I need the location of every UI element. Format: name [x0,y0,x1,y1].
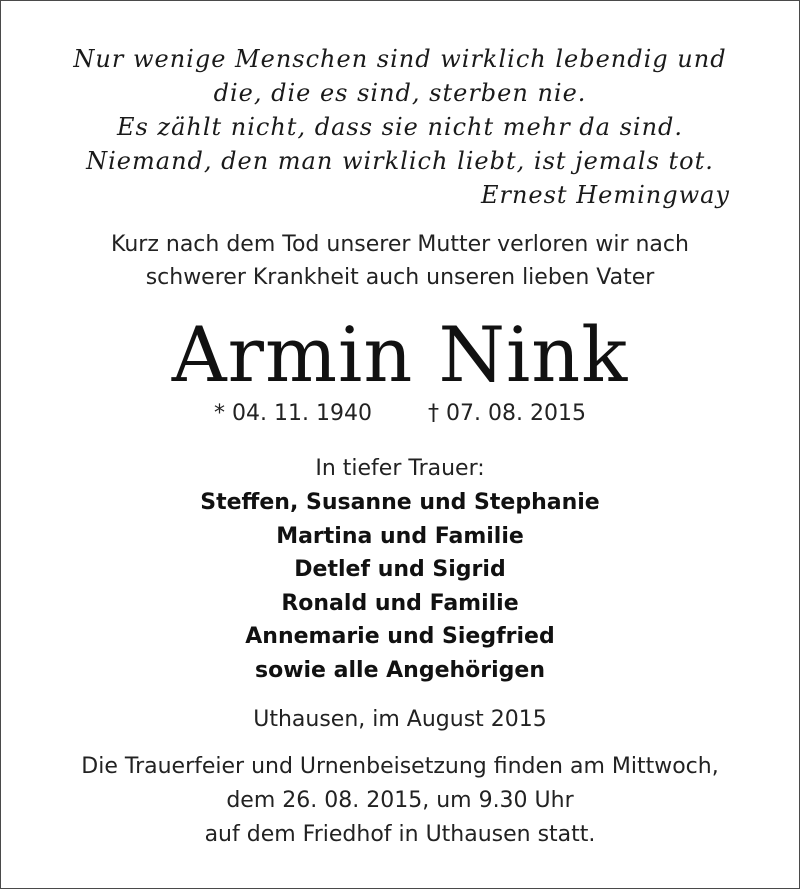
mourners-list [0,486,800,688]
intro-text [0,228,800,294]
life-dates [0,398,800,430]
ceremony-info [0,750,800,852]
quote-line: Niemand, den man wirklich liebt, ist jemals tot. [86,147,714,175]
deceased-name: Armin Nink [171,310,629,399]
mourner-name: Martina und Familie [276,523,524,549]
mourner-name: Ronald und Familie [281,590,519,616]
quote-line: die, die es sind, sterben nie. [213,79,587,107]
quote-line: Es zählt nicht, dass sie nicht mehr da sind. [116,113,684,141]
intro-line: Kurz nach dem Tod unserer Mutter verloren wir nach [111,232,689,257]
quote-author: Ernest Hemingway [480,181,730,209]
place-and-date: Uthausen, im August 2015 [253,707,547,732]
ceremony-line: auf dem Friedhof in Uthausen statt. [204,822,596,847]
mourner-name: Detlef und Sigrid [294,557,506,583]
birth-date: * 04. 11. 1940 [214,401,372,426]
intro-line: schwerer Krankheit auch unseren lieben Vater [145,265,655,290]
mourner-name: Steffen, Susanne und Stephanie [200,490,600,515]
hemingway-quote [0,42,800,212]
ceremony-line: dem 26. 08. 2015, um 9.30 Uhr [226,788,574,813]
mourner-name: Annemarie und Siegfried [245,624,555,650]
ceremony-line: Die Trauerfeier und Urnenbeisetzung finden am Mittwoch, [81,754,719,779]
quote-line: Nur wenige Menschen sind wirklich lebendig und [73,45,727,73]
mourner-name: sowie alle Angehörigen [254,657,546,683]
mourning-heading: In tiefer Trauer: [315,456,485,481]
death-date: † 07. 08. 2015 [428,401,586,426]
